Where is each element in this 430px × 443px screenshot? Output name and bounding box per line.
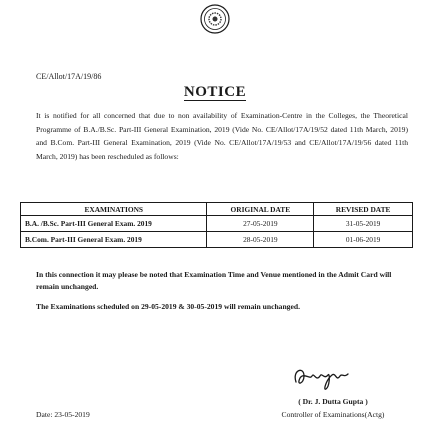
revised-date-cell: 31-05-2019 [314, 216, 413, 232]
schedule-table [20, 202, 413, 248]
table-header-row [21, 203, 413, 216]
original-date-cell: 27-05-2019 [207, 216, 314, 232]
table-row [21, 232, 413, 248]
reference-number: CE/Allot/17A/19/86 [36, 72, 102, 81]
exam-name-cell: B.A. /B.Sc. Part-III General Exam. 2019 [21, 216, 207, 232]
note-unchanged-exams: The Examinations scheduled on 29-05-2019 & 30-05-2019 will remain unchanged. [36, 302, 300, 311]
table-row [21, 216, 413, 232]
notice-title [0, 84, 430, 101]
notice-date: Date: 23-05-2019 [36, 410, 90, 419]
exam-name-cell: B.Com. Part-III General Exam. 2019 [21, 232, 207, 248]
column-header-examinations: EXAMINATIONS [21, 203, 207, 216]
university-seal [200, 4, 230, 34]
column-header-revised-date: REVISED DATE [314, 203, 413, 216]
original-date-cell: 28-05-2019 [207, 232, 314, 248]
column-header-original-date: ORIGINAL DATE [207, 203, 314, 216]
signer-designation: Controller of Examinations(Actg) [281, 410, 385, 419]
revised-date-cell: 01-06-2019 [314, 232, 413, 248]
note-admit-card: In this connection it may please be noted that Examination Time and Venue mentioned in the Admit Card will remain unchanged. [36, 270, 392, 291]
notice-paragraph: It is notified for all concerned that due to non availability of Examination-Centre in the Colleges, the Theoretical Programme of B.A./B.Sc. Part-III General Examination, 2019 (Vide No. CE/Allot/17A/19/52 dated 11th March, 2019) and B.Com. Part-III General Examination, 2019 (Vide No. CE/Allot/17A/19/53 and CE/Allot/17A/19/56 dated 11th March, 2019) has been rescheduled as follows: [36, 111, 408, 161]
signature-image [290, 362, 354, 392]
signer-name: ( Dr. J. Dutta Gupta ) [298, 397, 368, 406]
notice-title-text: NOTICE [183, 84, 247, 100]
